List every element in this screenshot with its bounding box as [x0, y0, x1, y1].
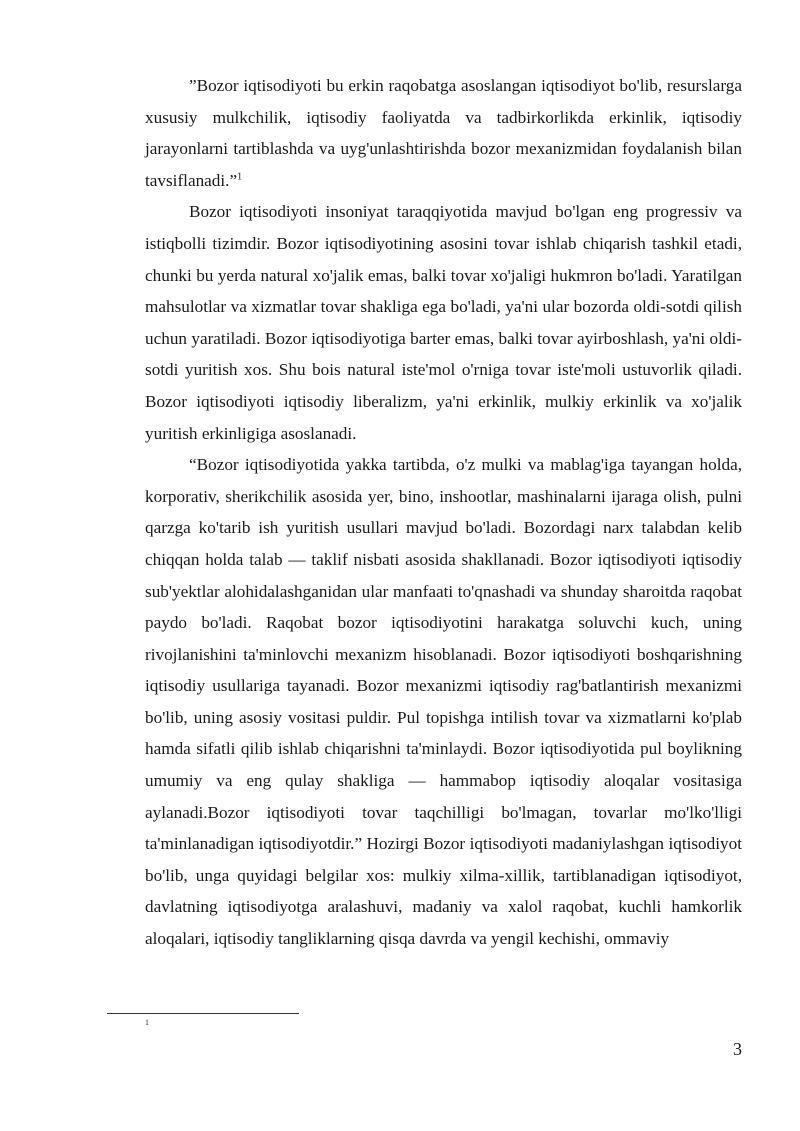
page-number: 3 [733, 1039, 742, 1059]
footnote-marker: 1 [145, 1018, 149, 1027]
footnote [145, 1018, 149, 1028]
paragraph-3-text: “Bozor iqtisodiyotida yakka tartibda, o'z mulki va mablag'iga tayangan holda, korporativ, sherikchilik asosida yer, bino, inshootlar, mashinalarni ijaraga olish, pulni qarzga ko'tarib ish yuritish usullari mavjud bo'ladi. Bozordagi narx talabdan kelib chiqqan holda talab — taklif nisbati asosida shakllanadi. Bozor iqtisodiyoti iqtisodiy sub'yektlar alohidalashganidan ular manfaati to'qnashadi va shunday sharoitda raqobat paydo bo'ladi. Raqobat bozor iqtisodiyotini harakatga soluvchi kuch, uning rivojlanishini ta'minlovchi mexanizm hisoblanadi. Bozor iqtisodiyoti boshqarishning iqtisodiy usullariga tayanadi. Bozor mexanizmi iqtisodiy rag'batlantirish mexanizmi bo'lib, uning asosiy vositasi puldir. Pul topishga intilish tovar va xizmatlarni ko'plab hamda sifatli qilib ishlab chiqarishni ta'minlaydi. Bozor iqtisodiyotida pul boylikning umumiy va eng qulay shakliga — hammabop iqtisodiy aloqalar vositasiga aylanadi.Bozor iqtisodiyoti tovar taqchilligi bo'lmagan, tovarlar mo'lko'lligi ta'minlanadigan iqtisodiyotdir.” Hozirgi Bozor iqtisodiyoti madaniylashgan iqtisodiyot bo'lib, unga quyidagi belgilar xos: mulkiy xilma-xillik, tartiblanadigan iqtisodiyot, davlatning iqtisodiyotga aralashuvi, madaniy va xalol raqobat, kuchli hamkorlik aloqalari, iqtisodiy tangliklarning qisqa davrda va yengil kechishi, ommaviy [145, 455, 742, 949]
paragraph-2-text: Bozor iqtisodiyoti insoniyat taraqqiyotida mavjud bo'lgan eng progressiv va istiqbolli tizimdir. Bozor iqtisodiyotining asosini tovar ishlab chiqarish tashkil etadi, chunki bu yerda natural xo'jalik emas, balki tovar xo'jaligi hukmron bo'ladi. Yaratilgan mahsulotlar va xizmatlar tovar shakliga ega bo'ladi, ya'ni ular bozorda oldi-sotdi qilish uchun yaratiladi. Bozor iqtisodiyotiga barter emas, balki tovar ayirboshlash, ya'ni oldi-sotdi yuritish xos. Shu bois natural iste'mol o'rniga tovar iste'moli ustuvorlik qiladi. Bozor iqtisodiyoti iqtisodiy liberalizm, ya'ni erkinlik, mulkiy erkinlik va xo'jalik yuritish erkinligiga asoslanadi. [145, 202, 742, 443]
footnote-separator [107, 1013, 299, 1014]
paragraph-3 [145, 449, 742, 955]
footnote-reference[interactable]: 1 [237, 171, 243, 183]
paragraph-1 [145, 70, 742, 196]
page-body [145, 70, 742, 955]
paragraph-2 [145, 196, 742, 449]
paragraph-1-text: ”Bozor iqtisodiyoti bu erkin raqobatga asoslangan iqtisodiyot bo'lib, resurslarga xususiy mulkchilik, iqtisodiy faoliyatda va tadbirkorlikda erkinlik, iqtisodiy jarayonlarni tartiblashda va uyg'unlashtirishda bozor mexanizmidan foydalanish bilan tavsiflanadi.” [145, 76, 742, 190]
